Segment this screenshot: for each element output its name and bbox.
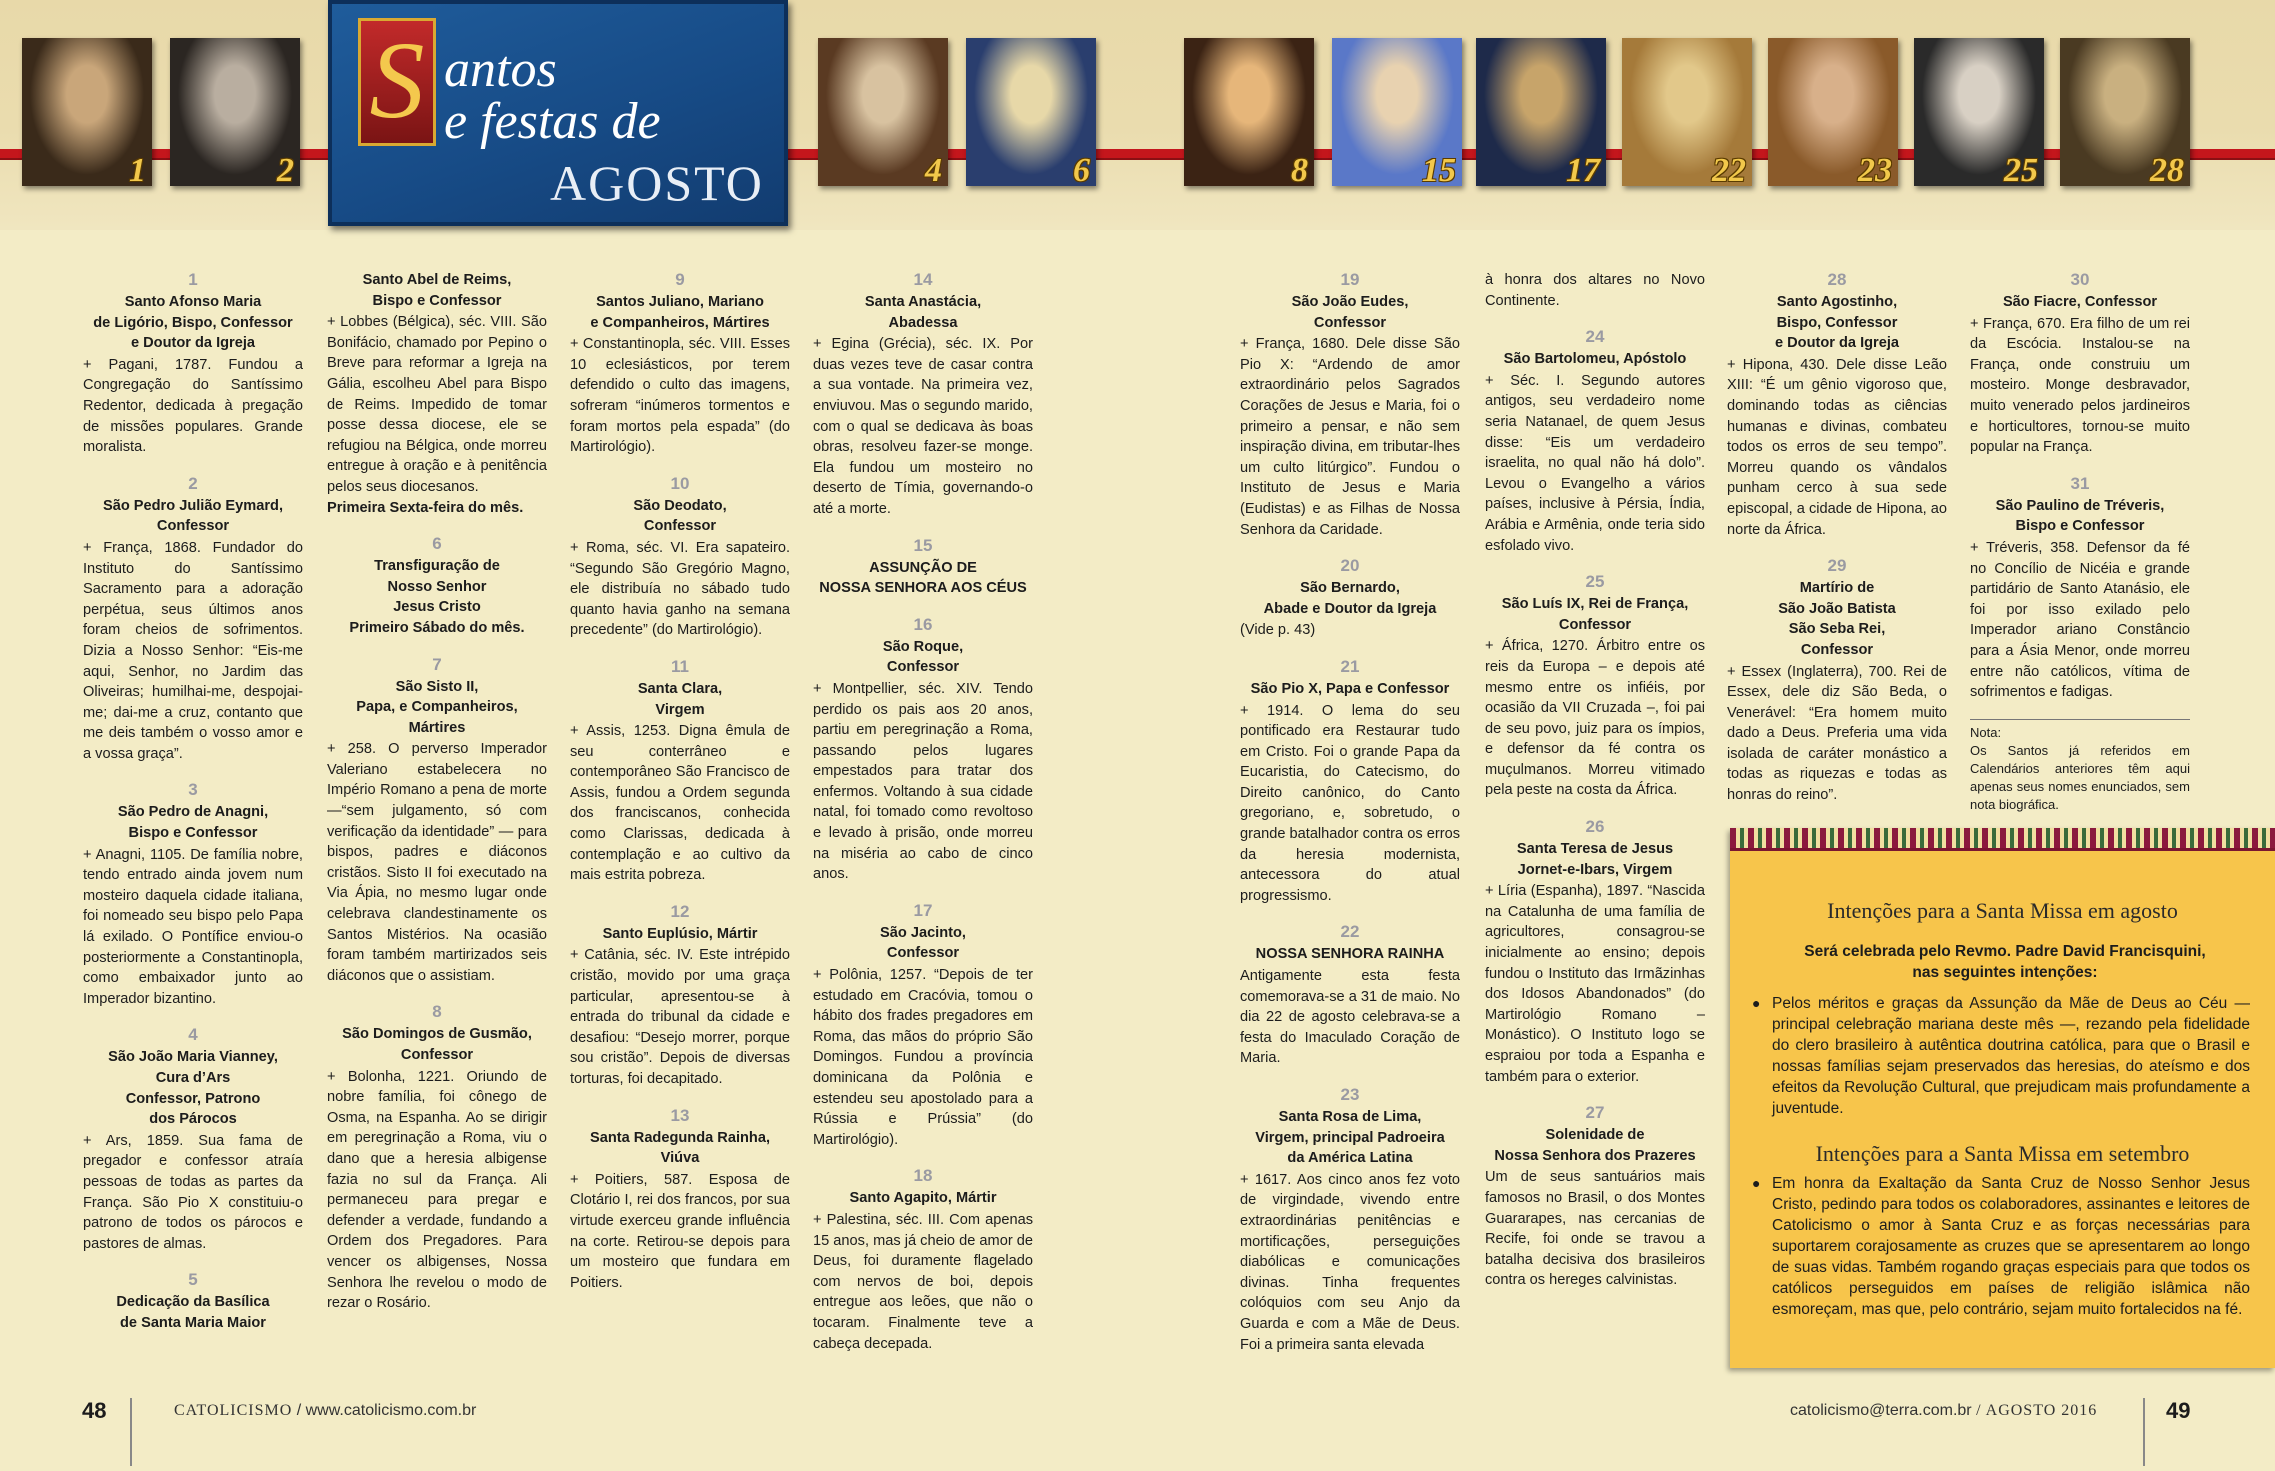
intentions-september-title: Intenções para a Santa Missa em setembro: [1815, 1141, 2190, 1166]
text-column: [570, 270, 790, 1309]
day-number: 20: [1340, 556, 1360, 576]
day-number: 3: [188, 780, 198, 800]
page-number-right: 49: [2166, 1398, 2191, 1423]
saint-name: Solenidade de Nossa Senhora dos Prazeres: [1494, 1127, 1696, 1164]
text-column: [1970, 270, 2190, 814]
saint-description: + Montpellier, séc. XIV. Tendo perdido os pais aos 20 anos, partiu em peregrinação a Roma, passando pelos lugares empestados para tratar dos enfermos. Voltando à sua cidade natal, foi tomado como revoltoso e levado à prisão, onde morreu na miséria ao cabo de cinco anos.: [813, 680, 1033, 883]
intentions-august-title: Intenções para a Santa Missa em agosto: [1827, 898, 2178, 923]
saint-description: Um de seus santuários mais famosos no Brasil, o dos Montes Guararapes, nas cercanias de Recife, foi onde se travou a batalha decisiva dos brasileiros contra os hereges calvinistas.: [1485, 1169, 1705, 1289]
calendar-entry: [570, 270, 790, 458]
saint-thumbnail: [170, 38, 300, 186]
saint-thumbnail: [1622, 38, 1752, 186]
saint-name: São Jacinto, Confessor: [880, 924, 966, 962]
saint-name: Dedicação da Basílica de Santa Maria Maior: [116, 1294, 270, 1331]
calendar-entry: [570, 1106, 790, 1294]
saint-name: São Luís IX, Rei de França, Confessor: [1501, 596, 1689, 633]
calendar-entry: [1970, 270, 2190, 458]
saint-description: à honra dos altares no Novo Continente.: [1485, 272, 1705, 309]
calendar-entry: [327, 270, 547, 518]
saint-name: São João Eudes, Confessor: [1291, 294, 1409, 331]
day-number: 14: [913, 270, 933, 289]
calendar-entry: [327, 655, 547, 987]
saint-name: São Bernardo, Abade e Doutor da Igreja: [1263, 580, 1437, 617]
text-column: [1727, 270, 1947, 822]
saint-description: + Lobbes (Bélgica), séc. VIII. São Bonifácio, chamado por Pepino o Breve para reformar a Igreja na Gália, escolheu Abel para Bispo de Reims. Impedido de tomar posse dessa diocese, ele se refugiou na Bélgica, onde morreu entregue à oração e à penitência pelos seus diocesanos.: [327, 314, 547, 495]
saint-name: São Sisto II, Papa, e Companheiros, Mártires: [356, 678, 518, 736]
saint-description: + Catânia, séc. IV. Este intrépido cristão, movido por uma graça particular, apresentou-se à entrada do tribunal da cidade e desafiou: “Desejo morrer, porque sou cristão”. Depois de diversas torturas, foi decapitado.: [570, 947, 790, 1087]
title-month: AGOSTO: [550, 155, 764, 211]
day-number: 7: [432, 654, 442, 674]
footnote: [1970, 719, 2190, 814]
calendar-entry: [1240, 270, 1460, 540]
saint-description: + Anagni, 1105. De família nobre, tendo entrado ainda jovem num mosteiro daquela cidade italiana, foi nomeado seu bispo pelo Papa lá exilado. O Pontífice enviou-o posteriormente a Constantinopla, como embaixador junto ao Imperador bizantino.: [83, 846, 303, 1007]
saint-description: + Assis, 1253. Digna êmula de seu conterrâneo e contemporâneo São Francisco de Assis, fundou a Ordem segunda dos franciscanos, conhecida como Clarissas, dedicada à contemplação e ao cultivo da mais estrita pobreza.: [570, 723, 790, 884]
calendar-entry: [1727, 270, 1947, 540]
calendar-entry: [1240, 657, 1460, 907]
footer-right: [1790, 1402, 2097, 1420]
thumbnail-day-number: 1: [129, 152, 146, 186]
thumbnail-day-number: 15: [1422, 152, 1456, 186]
text-column: [813, 270, 1033, 1370]
saint-thumbnail: [1914, 38, 2044, 186]
day-number: 23: [1340, 1085, 1360, 1104]
day-number: 22: [1340, 922, 1360, 942]
magazine-email[interactable]: catolicismo@terra.com.br: [1790, 1402, 1972, 1419]
day-number: 5: [188, 1270, 198, 1290]
thumbnail-day-number: 25: [2004, 152, 2038, 186]
day-number: 15: [913, 535, 933, 555]
saint-name: São Roque, Confessor: [882, 638, 964, 676]
footnote-label: Nota:: [1970, 724, 2002, 740]
calendar-entry: [1727, 556, 1947, 806]
thumbnail-day-number: 28: [2150, 152, 2184, 186]
day-number: 11: [671, 656, 689, 676]
saint-description: + Poitiers, 587. Esposa de Clotário I, rei dos francos, por sua virtude exerceu grande influência na corte. Retirou-se depois para um mosteiro que fundara em Poitiers.: [570, 1171, 790, 1291]
saint-name: Transfiguração de Nosso Senhor Jesus Cristo Primeiro Sábado do mês.: [349, 558, 525, 636]
calendar-entry: [83, 1270, 303, 1333]
saint-thumbnail: [1332, 38, 1462, 186]
footer-rule-right: [2143, 1398, 2145, 1466]
thumbnail-day-number: 8: [1291, 152, 1308, 186]
day-number: 12: [670, 901, 690, 921]
calendar-entry: [570, 902, 790, 1090]
intentions-subtitle: Será celebrada pelo Revmo. Padre David Francisquini, nas seguintes intenções:: [1804, 943, 2206, 981]
saint-description: + Tréveris, 358. Defensor da fé no Concílio de Nicéia e grande partidário de Santo Atanásio, ele foi por isso exilado pelo Imperador ariano Constâncio para a Ásia Menor, onde morreu entre não católicos, vítima de sofrimentos e fadigas.: [1970, 539, 2190, 701]
saint-name: Santo Euplúsio, Mártir: [602, 925, 758, 942]
day-number: 10: [670, 473, 690, 493]
saint-name: Santo Agostinho, Bispo, Confessor e Doutor da Igreja: [1774, 294, 1900, 352]
footer-rule-left: [130, 1398, 132, 1466]
day-number: 16: [913, 614, 933, 634]
intention-item-august: ● Pelos méritos e graças da Assunção da Mãe de Deus ao Céu — principal celebração mariana deste mês —, rezando pela fidelidade do clero brasileiro à autêntica doutrina católica, para que o Brasil e nossas famílias sejam preservados das heresias, do ateísmo e dos efeitos da Revolução Cultural, que prejudicam mais profundamente a juventude.: [1752, 993, 2250, 1119]
day-number: 17: [913, 900, 933, 920]
day-number: 29: [1827, 556, 1847, 576]
calendar-entry: [327, 534, 547, 638]
calendar-entry: [1970, 474, 2190, 703]
saint-name: São Pedro de Anagni, Bispo e Confessor: [117, 804, 269, 842]
saint-name: Santos Juliano, Mariano e Companheiros, Mártires: [590, 294, 770, 331]
saint-name: Santa Anastácia, Abadessa: [864, 294, 982, 331]
magazine-url[interactable]: / www.catolicismo.com.br: [296, 1402, 477, 1419]
text-column: [1485, 270, 1705, 1307]
saint-name: Santo Afonso Maria de Ligório, Bispo, Confessor e Doutor da Igreja: [93, 294, 293, 352]
calendar-entry: [1240, 556, 1460, 641]
calendar-entry: [83, 474, 303, 765]
day-number: 24: [1585, 327, 1605, 347]
day-number: 25: [1585, 572, 1605, 592]
header-band: [0, 0, 2275, 230]
saint-description: + Pagani, 1787. Fundou a Congregação do Santíssimo Redentor, dedicada à pregação de missões populares. Grande moralista.: [83, 356, 303, 456]
calendar-entry: [1485, 817, 1705, 1087]
thumbnail-day-number: 22: [1712, 152, 1746, 186]
calendar-entry: [570, 474, 790, 641]
saint-thumbnail: [22, 38, 152, 186]
day-number: 4: [188, 1025, 198, 1045]
saint-description: + Essex (Inglaterra), 700. Rei de Essex, dele diz São Beda, o Venerável: “Era homem muito dado a Deus. Preferia uma vida isolada de caráter monástico a todas as riquezas e todas as honras do reino”.: [1727, 663, 1947, 804]
saint-name: Santa Teresa de Jesus Jornet-e-Ibars, Virgem: [1516, 841, 1674, 878]
footnote-text: Os Santos já referidos em Calendários anteriores têm aqui apenas seus nomes enunciados, sem nota biográfica.: [1970, 742, 2190, 812]
saint-description: + 1617. Aos cinco anos fez voto de virgindade, vivendo entre extraordinárias penitências e mortificações, perseguições diabólicas e comunicações divinas. Tinha frequentes colóquios com seu Anjo da Guarda e com a Mãe de Deus. Foi a primeira santa elevada: [1240, 1171, 1460, 1353]
calendar-entry: [327, 1002, 547, 1313]
saint-description: + Constantinopla, séc. VIII. Esses 10 eclesiásticos, por terem defendido o culto das imagens, sofreram “inúmeros tormentos e foram mortos pela espada” (do Martirológio).: [570, 336, 790, 456]
calendar-entry: [1485, 327, 1705, 556]
saint-description: Antigamente esta festa comemorava-se a 31 de maio. No dia 22 de agosto celebrava-se a festa do Imaculado Coração de Maria.: [1240, 968, 1460, 1067]
saint-name: Santa Radegunda Rainha, Viúva: [589, 1129, 771, 1167]
saint-description: + França, 1680. Dele disse São Pio X: “Ardendo de amor extraordinário pelos Sagrados Corações de Jesus e Maria, foi o primeiro a pensar, e não sem inspiração divina, em tributar-lhes um culto litúrgico”. Fundou o Instituto de Jesus e Maria (Eudistas) e as Filhas de Nossa Senhora da Caridade.: [1240, 336, 1460, 538]
saint-description: (Vide p. 43): [1240, 622, 1316, 639]
title-line-2: e festas de: [444, 93, 661, 150]
day-number: 2: [188, 473, 198, 493]
thumbnail-day-number: 23: [1858, 152, 1892, 186]
issue-date: / AGOSTO 2016: [1976, 1402, 2098, 1419]
calendar-entry: [813, 615, 1033, 885]
day-number: 28: [1827, 270, 1847, 289]
day-number: 31: [2070, 473, 2090, 493]
title-box: [328, 0, 788, 226]
calendar-entry: [813, 1166, 1033, 1354]
day-number: 30: [2070, 270, 2090, 289]
saint-thumbnail: [966, 38, 1096, 186]
calendar-entry: [813, 536, 1033, 599]
saint-thumbnail: [818, 38, 948, 186]
thumbnail-day-number: 6: [1073, 152, 1090, 186]
intention-item-september: ● Em honra da Exaltação da Santa Cruz de Nosso Senhor Jesus Cristo, pedindo para todos os colaboradores, assinantes e leitores de Catolicismo o amor à Santa Cruz e as forças necessárias para suportarem corajosamente as cruzes que se apresentarem ao longo de suas vidas. Também rogando graças especiais para que todos os católicos perseguidos em países de religião islâmica não esmoreçam, mas que, pelo contrário, sejam muito fortalecidos na fé.: [1752, 1173, 2250, 1320]
saint-description: + França, 670. Era filho de um rei da Escócia. Instalou-se na França, onde construiu um mosteiro. Monge desbravador, muito venerado pelos jardineiros e horticultores, tornou-se muito popular na França.: [1970, 315, 2190, 456]
thumbnail-day-number: 4: [925, 152, 942, 186]
saint-description: + França, 1868. Fundador do Instituto do Santíssimo Sacramento para a adoração perpétua, seus últimos anos foram cheios de sofrimentos. Dizia a Nosso Senhor: “Eis-me aqui, Senhor, no Jardim das Oliveiras; humilhai-me, despojai-me; dai-me a cruz, contanto que me deis também o vosso amor e a vossa graça”.: [83, 539, 303, 762]
calendar-entry: [1485, 270, 1705, 311]
saint-name: São Pedro Julião Eymard, Confessor: [102, 497, 284, 535]
calendar-entry: [83, 780, 303, 1009]
saint-name: Martírio de São João Batista São Seba Rei, Confessor: [1778, 580, 1896, 658]
saint-name: ASSUNÇÃO DE NOSSA SENHORA AOS CÉUS: [819, 559, 1027, 597]
saint-description: + 258. O perverso Imperador Valeriano estabelecera no Império Romano a pena de morte —“sem julgamento, só com verificação da identidade” — para bispos, padres e diáconos cristãos. Sisto II foi executado na Via Ápia, no mesmo lugar onde celebrava clandestinamente os Santos Mistérios. Na ocasião foram também martirizados seis diáconos que o assistiam.: [327, 741, 547, 984]
calendar-entry: [83, 270, 303, 458]
saint-name: São Fiacre, Confessor: [2002, 294, 2158, 310]
day-number: 13: [670, 1105, 690, 1125]
saint-description: + Roma, séc. VI. Era sapateiro. “Segundo São Gregório Magno, ele distribuía no sábado tudo quanto havia ganho na semana precedente” (do Martirológio).: [570, 539, 790, 639]
calendar-entry: [1485, 572, 1705, 801]
day-number: 19: [1340, 270, 1360, 289]
day-number: 1: [188, 270, 198, 289]
saint-name: São Pio X, Papa e Confessor: [1250, 680, 1450, 697]
day-number: 8: [432, 1002, 442, 1022]
saint-name: Santo Agapito, Mártir: [849, 1190, 997, 1207]
saint-description: + Líria (Espanha), 1897. “Nascida na Catalunha de uma família de agricultores, consagrou-se inicialmente ao ensino; depois fundou o Instituto das Irmãzinhas dos Idosos Abandonados” (do Martirológio Romano – Monástico). O Instituto logo se espraiou por toda a Espanha e também para o exterior.: [1485, 883, 1705, 1085]
saint-description: + Hipona, 430. Dele disse Leão XIII: “É um gênio vigoroso que, dominando todas as ciências humanas e divinas, combateu todos os erros de seu tempo”. Morreu quando os vândalos punham cerco à sua sede episcopal, a cidade de Hipona, ao norte da África.: [1727, 356, 1947, 538]
saint-description: + 1914. O lema do seu pontificado era Restaurar tudo em Cristo. Foi o grande Papa da Eucaristia, do Catecismo, do Direito canônico, do Canto gregoriano, e, sobretudo, o grande batalhador contra os erros da heresia modernista, antecessora do atual progressismo.: [1240, 702, 1460, 904]
thumbnail-day-number: 2: [277, 152, 294, 186]
saint-thumbnail: [2060, 38, 2190, 186]
saint-name: São Domingos de Gusmão, Confessor: [342, 1026, 532, 1063]
day-number: 9: [675, 270, 685, 289]
saint-name: NOSSA SENHORA RAINHA: [1255, 946, 1445, 963]
day-number: 27: [1585, 1103, 1605, 1123]
saint-description: + Egina (Grécia), séc. IX. Por duas vezes teve de casar contra a sua vontade. Na primeira vez, enviuvou. Mas o segundo marido, com o qual se dedicava às boas obras, resolveu fazer-se monge. Ela fundou um mosteiro no deserto de Tímia, governando-o até a morte.: [813, 336, 1033, 517]
text-column: [327, 270, 547, 1330]
day-number: 21: [1340, 656, 1360, 676]
calendar-entry: [83, 1025, 303, 1254]
saint-name: Santo Abel de Reims, Bispo e Confessor: [362, 272, 512, 309]
calendar-entry: [813, 901, 1033, 1151]
saint-name: São João Maria Vianney, Cura d’Ars Confessor, Patrono dos Párocos: [108, 1049, 278, 1128]
saint-description: + Ars, 1859. Sua fama de pregador e confessor atraía pessoas de todas as partes da França. São Pio X constituiu-o patrono de todos os párocos e pastores de almas.: [83, 1132, 303, 1252]
saint-thumbnail: [1476, 38, 1606, 186]
decorative-border: [1730, 828, 2275, 851]
saint-name: São Paulino de Tréveris, Bispo e Confessor: [1995, 497, 2165, 535]
mass-intentions-box: [1730, 828, 2275, 1368]
saint-name: São Deodato, Confessor: [633, 497, 727, 535]
saint-name: São Bartolomeu, Apóstolo: [1503, 351, 1687, 368]
calendar-entry: [813, 270, 1033, 520]
text-column: [83, 270, 303, 1350]
saint-description: + Bolonha, 1221. Oriundo de nobre família, foi cônego de Osma, na Espanha. Ao se dirigir em peregrinação a Roma, viu o dano que a heresia albigense fazia no sul da França. Ali permaneceu para pregar e defender a verdade, fundando a Ordem dos Pregadores. Para vencer os albigenses, Nossa Senhora lhe revelou o modo de rezar o Rosário.: [327, 1068, 547, 1312]
saint-description: + Palestina, séc. III. Com apenas 15 anos, mas já cheio de amor de Deus, foi duramente flagelado com nervos de boi, depois entregue aos leões, que não o tocaram. Finalmente teve a cabeça decepada.: [813, 1211, 1033, 1352]
footer-left: [174, 1402, 476, 1420]
day-number: 6: [432, 534, 442, 554]
calendar-entry: [1485, 1103, 1705, 1291]
calendar-entry: [1240, 922, 1460, 1069]
page-number-left: 48: [82, 1398, 107, 1423]
magazine-name: CATOLICISMO: [174, 1402, 293, 1419]
saint-name: Santa Clara, Virgem: [637, 680, 723, 718]
saint-thumbnail: [1184, 38, 1314, 186]
day-number: 26: [1585, 817, 1605, 837]
illuminated-initial: S: [358, 18, 436, 146]
title-line-1: antos: [444, 41, 557, 98]
saint-name: Santa Rosa de Lima, Virgem, principal Padroeira da América Latina: [1255, 1109, 1445, 1167]
thumbnail-day-number: 17: [1566, 152, 1600, 186]
text-column: [1240, 270, 1460, 1371]
saint-description: + Polônia, 1257. “Depois de ter estudado em Cracóvia, tomou o hábito dos frades pregadores em Roma, das mãos do próprio São Domingos. Fundou a província dominicana da Polônia e estendeu seu apostolado para a Rússia e Prússia” (do Martirológio).: [813, 967, 1033, 1148]
saint-description: + África, 1270. Árbitro entre os reis da Europa – e depois até mesmo entre os infiéis, por ocasião da VII Cruzada –, foi pai de seu povo, juiz para os ímpios, e defensor da fé contra os muçulmanos. Morreu vitimado pela peste na costa da África.: [1485, 638, 1705, 799]
calendar-entry: [1240, 1085, 1460, 1355]
calendar-entry: [570, 657, 790, 886]
saint-thumbnail: [1768, 38, 1898, 186]
saint-description: + Séc. I. Segundo autores antigos, seu verdadeiro nome seria Natanael, de quem Jesus disse: “Eis um verdadeiro israelita, no qual não há dolo”. Levou o Evangelho a vários países, inclusive à Pérsia, Índia, Arábia e Armênia, onde teria sido esfolado vivo.: [1485, 372, 1705, 554]
day-number: 18: [913, 1166, 933, 1186]
entry-extra-note: Primeira Sexta-feira do mês.: [327, 499, 524, 516]
